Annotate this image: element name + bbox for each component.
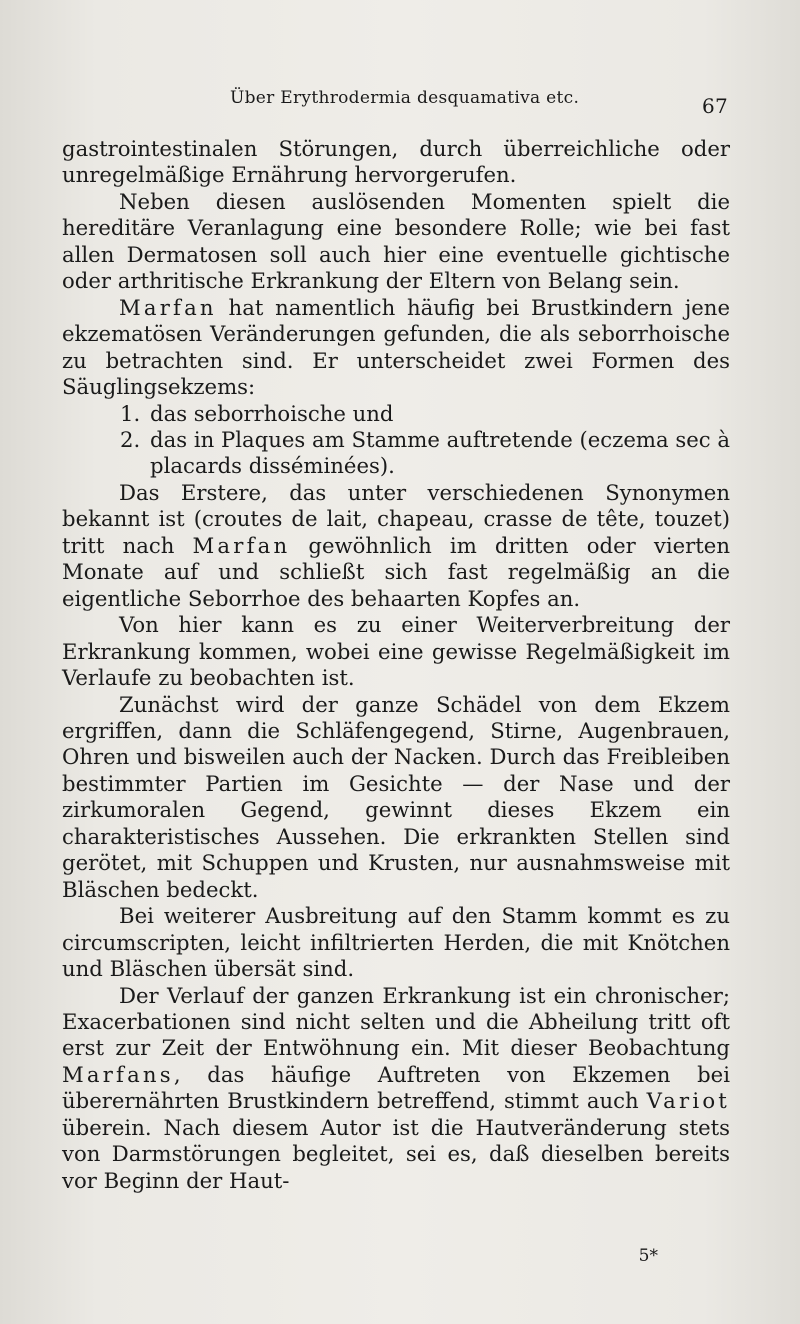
paragraph-trunk: Bei weiterer Ausbreitung auf den Stamm kommt es zu circumscripten, leicht infiltrierten Herden, die mit Knötchen und Bläschen übersät sind. (62, 903, 730, 982)
paragraph-marfan: Marfan hat namentlich häufig bei Brustkindern jene ekzematösen Veränderungen gefunden, die als seborrhoische zu betrachten sind. Er unterscheidet zwei Formen des Säuglingsekzems: (62, 294, 730, 400)
author-name: Marfan (119, 294, 217, 320)
list-number: 1. (120, 400, 141, 426)
running-title: Über Erythrodermia desquamativa etc. (230, 88, 580, 108)
page-number: 67 (701, 94, 728, 118)
paragraph-first-form: Das Erstere, das unter verschiedenen Synonymen bekannt ist (croutes de lait, chapeau, crasse de tête, touzet) tritt nach Marfan gewöhnlich im dritten oder vierten Monate auf und schließt sich fast regelmäßig an die eigentliche Seborrhoe des behaarten Kopfes an. (62, 479, 730, 611)
paragraph-course: Der Verlauf der ganzen Erkrankung ist ein chronischer; Exacerbationen sind nicht selten und die Abheilung tritt oft erst zur Zeit der Entwöhnung ein. Mit dieser Beobachtung Marfans, das häufige Auftreten von Ekzemen bei überernährten Brustkindern betreffend, stimmt auch Variot überein. Nach diesem Autor ist die Hautveränderung stets von Darmstörungen begleitet, sei es, daß dieselben bereits vor Beginn der Haut- (62, 982, 730, 1193)
paragraph-heredity: Neben diesen auslösenden Momenten spielt die hereditäre Veranlagung eine besondere Rolle; wie bei fast allen Dermatosen soll auch hier eine eventuelle gichtische oder arthritische Erkrankung der Eltern von Belang sein. (62, 188, 730, 294)
body-text (62, 136, 730, 1194)
list-text: das in Plaques am Stamme auftretende (eczema sec à placards disséminées). (150, 426, 730, 479)
list-item (62, 401, 730, 427)
list-text: das seborrhoische und (150, 400, 394, 426)
list-item (62, 427, 730, 480)
list-number: 2. (120, 426, 141, 452)
author-name: Variot (646, 1088, 730, 1114)
author-name: Marfan (192, 532, 291, 558)
signature-mark: 5* (638, 1246, 658, 1266)
paragraph-continuation: gastrointestinalen Störungen, durch überreichliche oder unregelmäßige Ernährung hervorgerufen. (62, 136, 730, 188)
author-name: Marfans (62, 1061, 174, 1087)
paragraph-spread: Von hier kann es zu einer Weiterverbreitung der Erkrankung kommen, wobei eine gewisse Regelmäßigkeit im Verlaufe zu beobachten ist. (62, 612, 730, 691)
paragraph-progression: Zunächst wird der ganze Schädel von dem Ekzem ergriffen, dann die Schläfengegend, Stirne, Augenbrauen, Ohren und bisweilen auch der Nacken. Durch das Freibleiben bestimmter Partien im Gesichte — der Nase und der zirkumoralen Gegend, gewinnt dieses Ekzem ein charakteristisches Aussehen. Die erkrankten Stellen sind gerötet, mit Schuppen und Krusten, nur ausnahmsweise mit Bläschen bedeckt. (62, 691, 730, 902)
